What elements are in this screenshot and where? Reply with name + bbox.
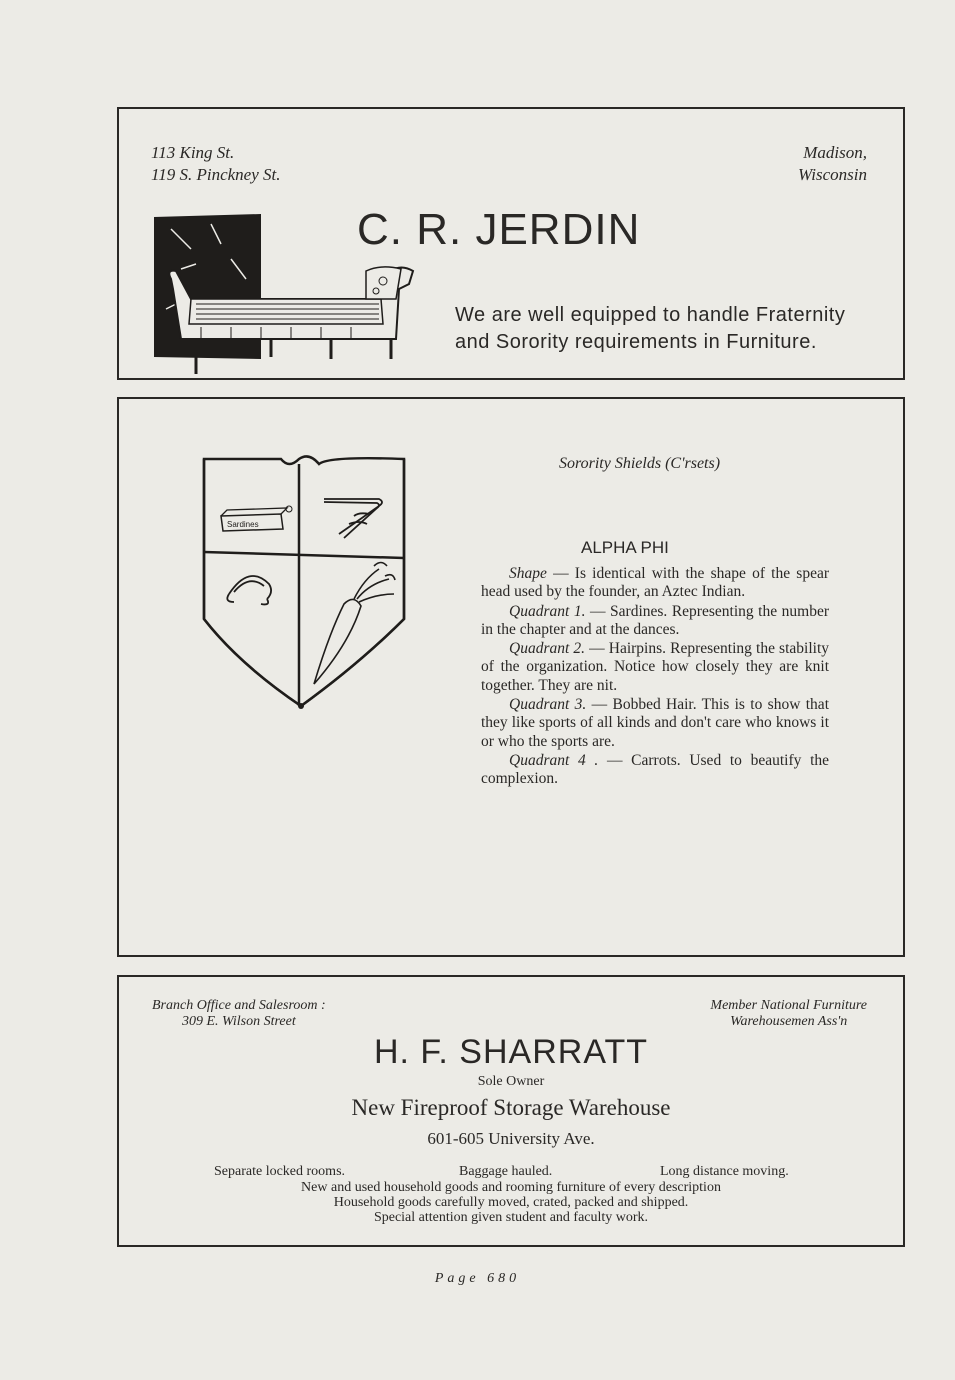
services-line-2: Household goods carefully moved, crated, packed and shipped. xyxy=(333,1195,689,1210)
shields-title: Sorority Shields (C'rsets) xyxy=(559,455,721,472)
entry-quadrant-2 xyxy=(481,640,829,695)
sharratt-ad xyxy=(117,975,905,1247)
hairpins-icon xyxy=(324,499,382,538)
address-line-2: 119 S. Pinckney St. xyxy=(151,165,281,184)
entry-text: — Bobbed Hair. This is to show that they like sports of all kinds and don't care who knows it or who the sports are. xyxy=(481,696,829,750)
shield-description xyxy=(481,565,829,790)
sole-owner: Sole Owner xyxy=(477,1074,545,1089)
bobbed-hair-icon xyxy=(227,576,271,604)
sardines-label: Sardines xyxy=(227,520,259,529)
entry-label: Quadrant 3. xyxy=(509,696,587,714)
member-line-1: Member National Furniture xyxy=(710,998,867,1013)
sardine-can-icon xyxy=(221,506,292,531)
services-line-1: New and used household goods and rooming furniture of every description xyxy=(301,1180,721,1195)
business-name: New Fireproof Storage Warehouse xyxy=(351,1095,671,1120)
entry-text: — Carrots. Used to beautify the complexion. xyxy=(481,751,830,788)
entry-label: Quadrant 1. xyxy=(509,602,586,620)
entry-quadrant-1 xyxy=(481,603,829,640)
member-line-2: Warehousemen Ass'n xyxy=(730,1014,848,1029)
service-baggage: Baggage hauled. xyxy=(459,1164,553,1179)
services-line-3: Special attention given student and faculty work. xyxy=(373,1210,649,1225)
jerdin-city xyxy=(798,142,867,186)
entry-text: — Hairpins. Representing the stability of the organization. Notice how closely they are knit together. They are nit. xyxy=(481,640,829,694)
entry-label: Quadrant 2. xyxy=(509,640,586,658)
entry-label: Shape xyxy=(509,565,547,582)
city-line-1: Madison, xyxy=(803,143,867,162)
city-line-2: Wisconsin xyxy=(798,165,867,184)
branch-line-1: Branch Office and Salesroom : xyxy=(152,998,326,1013)
entry-text: — Is identical with the shape of the spear head used by the founder, an Aztec Indian. xyxy=(481,565,829,601)
jerdin-address xyxy=(151,142,281,186)
jerdin-ad xyxy=(117,107,905,380)
service-long-distance: Long distance moving. xyxy=(660,1164,789,1179)
shield-illustration xyxy=(199,454,414,714)
branch-office xyxy=(152,998,326,1030)
tagline-line-2: and Sorority requirements in Furniture. xyxy=(455,331,817,353)
entry-quadrant-4 xyxy=(481,752,829,789)
sharratt-company-name: H. F. SHARRATT xyxy=(373,1033,649,1071)
entry-text: — Sardines. Representing the number in the chapter and at the dances. xyxy=(481,602,829,638)
business-address: 601-605 University Ave. xyxy=(427,1129,595,1148)
membership xyxy=(710,998,867,1030)
jerdin-tagline xyxy=(455,302,845,356)
page-number: Page 680 xyxy=(434,1271,521,1286)
sorority-shield-section xyxy=(117,397,905,957)
jerdin-company-name: C. R. JERDIN xyxy=(357,205,641,254)
alpha-phi-heading: ALPHA PHI xyxy=(581,538,669,557)
entry-quadrant-3 xyxy=(481,696,829,751)
tagline-line-1: We are well equipped to handle Fraternity xyxy=(455,304,846,326)
address-line-1: 113 King St. xyxy=(151,143,235,162)
entry-shape xyxy=(481,565,829,602)
service-locked-rooms: Separate locked rooms. xyxy=(214,1164,346,1179)
entry-label: Quadrant 4 . xyxy=(509,751,599,769)
branch-line-2: 309 E. Wilson Street xyxy=(181,1014,296,1029)
